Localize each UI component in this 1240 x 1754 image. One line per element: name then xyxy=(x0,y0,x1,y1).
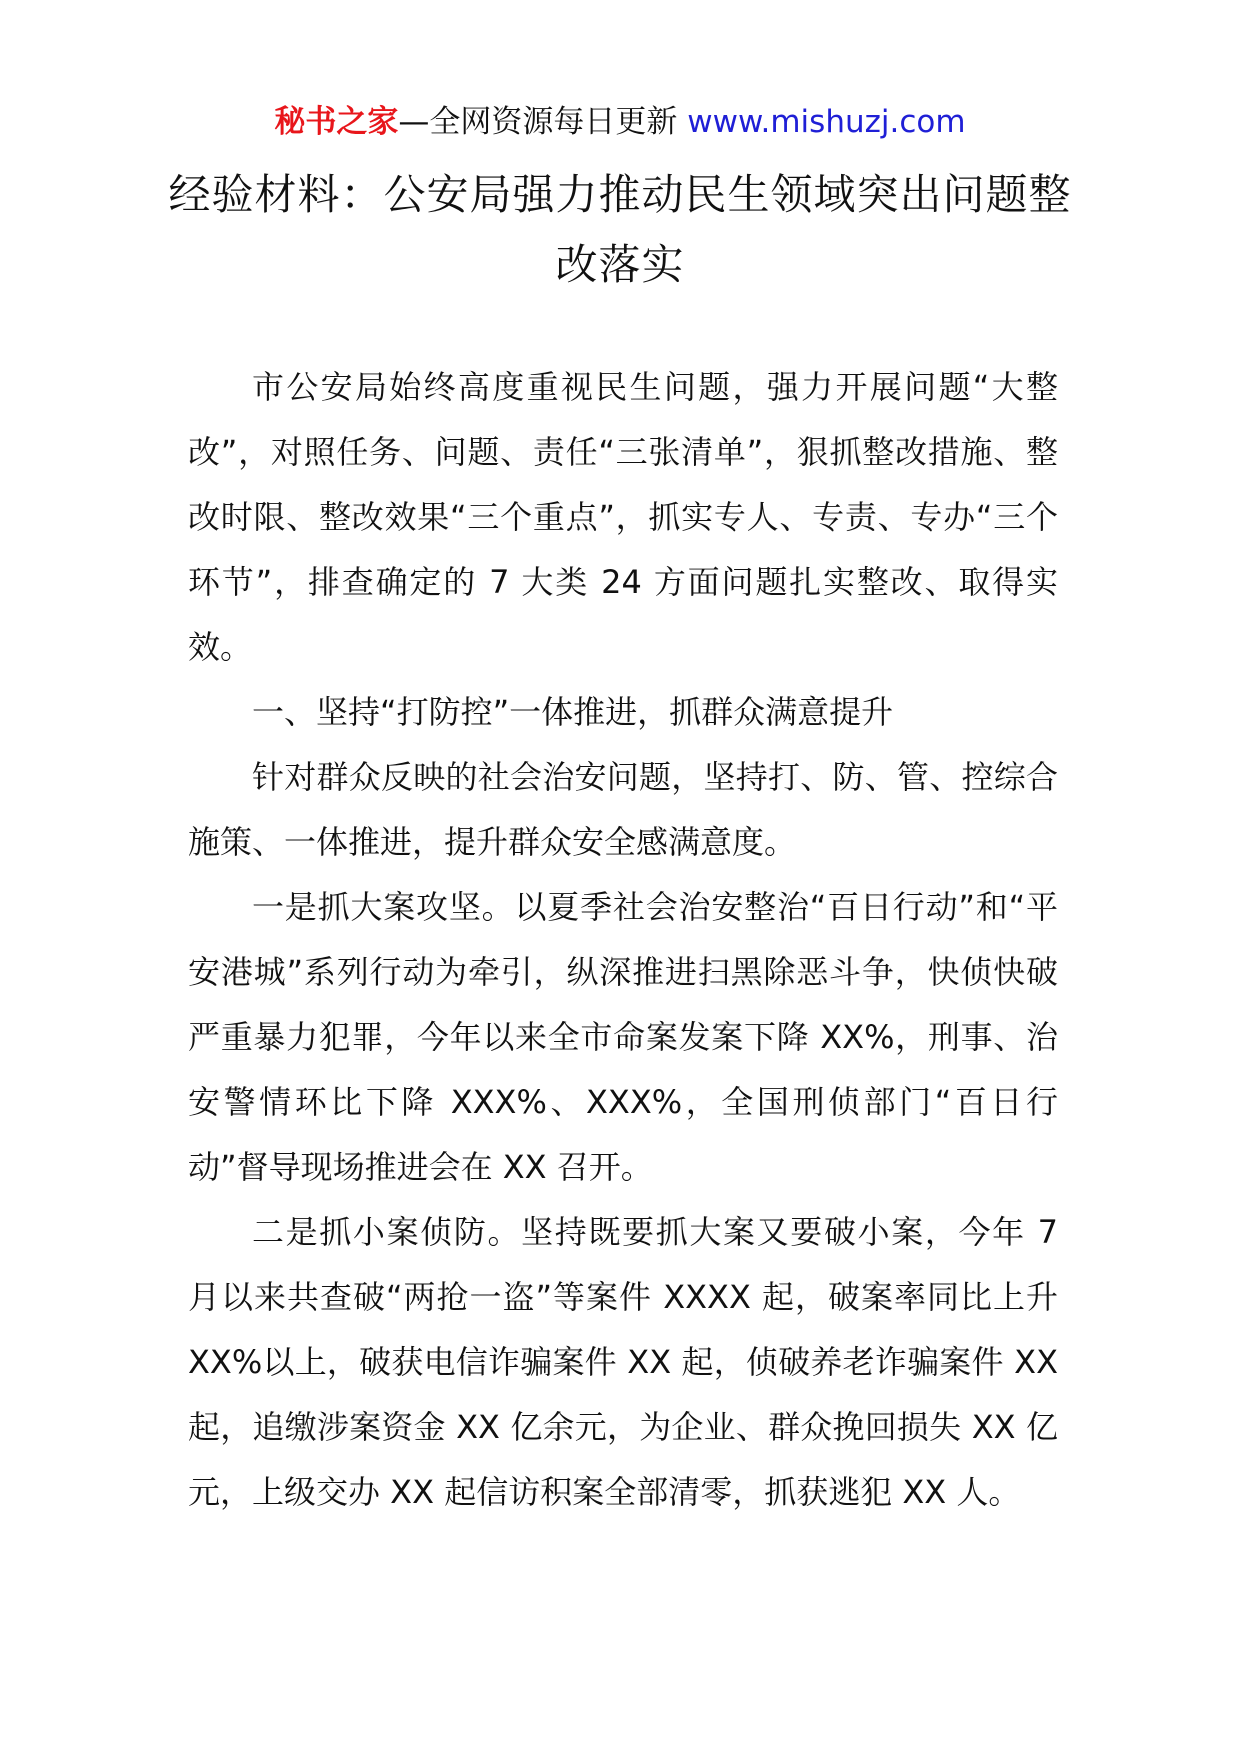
brand-name: 秘书之家 xyxy=(274,104,399,140)
point-two-paragraph: 二是抓小案侦防。坚持既要抓大案又要破小案，今年 7 月以来共查破“两抢一盗”等案件 XXXX 起，破案率同比上升 XX%以上，破获电信诈骗案件 XX 起，侦破养老诈骗案件 XX 起，追缴涉案资金 XX 亿余元，为企业、群众挽回损失 XX 亿元，上级交办 XX 起信访积案全部清零，抓获逃犯 XX 人。 xyxy=(188,1213,1058,1511)
document-title: 经验材料：公安局强力推动民生领域突出问题整改落实 xyxy=(168,170,1072,289)
section-intro-paragraph: 针对群众反映的社会治安问题，坚持打、防、管、控综合施策、一体推进，提升群众安全感满意度。 xyxy=(188,758,1058,861)
header-tagline: —全网资源每日更新 xyxy=(398,104,688,140)
site-header xyxy=(0,100,1240,144)
site-url-link[interactable]: www.mishuzj.com xyxy=(687,104,966,140)
document-body xyxy=(188,355,1058,1525)
intro-paragraph: 市公安局始终高度重视民生问题，强力开展问题“大整改”，对照任务、问题、责任“三张清单”，狠抓整改措施、整改时限、整改效果“三个重点”，抓实专人、专责、专办“三个环节”，排查确定的 7 大类 24 方面问题扎实整改、取得实效。 xyxy=(188,368,1058,666)
section-heading: 一、坚持“打防控”一体推进，抓群众满意提升 xyxy=(252,693,894,731)
point-one-paragraph: 一是抓大案攻坚。以夏季社会治安整治“百日行动”和“平安港城”系列行动为牵引，纵深推进扫黑除恶斗争，快侦快破严重暴力犯罪，今年以来全市命案发案下降 XX%，刑事、治安警情环比下降 XXX%、XXX%，全国刑侦部门“百日行动”督导现场推进会在 XX 召开。 xyxy=(188,888,1058,1186)
